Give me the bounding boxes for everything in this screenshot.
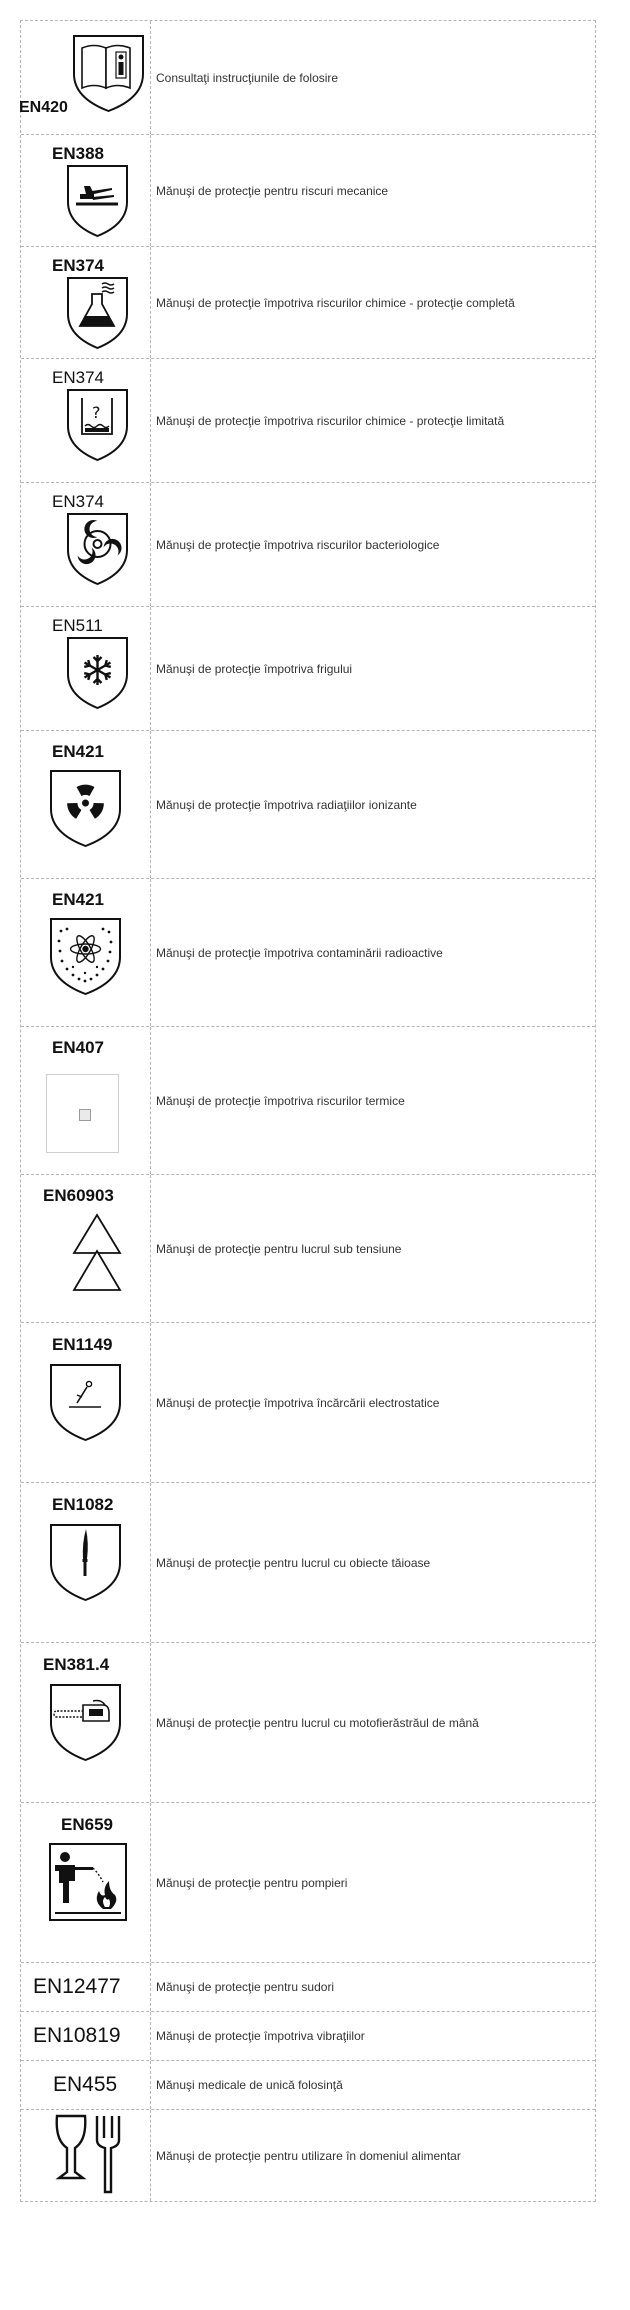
standard-code: EN60903 (43, 1186, 114, 1205)
standard-description: Mănuşi de protecţie pentru riscuri mecanice (156, 183, 389, 198)
standard-code: EN511 (52, 616, 103, 635)
standard-description: Mănuşi de protecţie împotriva frigului (156, 661, 353, 676)
food-contact-icon (53, 2114, 131, 2198)
table-row (21, 879, 595, 1027)
standard-description: Mănuşi medicale de unică folosinţă (156, 2078, 343, 2092)
icon-cell (21, 359, 151, 482)
standard-description: Mănuşi de protecţie pentru utilizare în domeniul alimentar (156, 2148, 461, 2163)
broken-image-icon (46, 1074, 119, 1153)
table-row (21, 731, 595, 879)
info-book-icon (72, 34, 145, 113)
table-row (21, 1803, 595, 1963)
standard-code: EN374 (52, 256, 104, 275)
icon-cell (21, 1963, 151, 2011)
firefighter-icon (49, 1843, 127, 1921)
icon-cell (21, 2110, 151, 2201)
table-row (21, 21, 595, 135)
table-row (21, 359, 595, 483)
icon-cell (21, 607, 151, 730)
svg-text:?: ? (92, 403, 101, 422)
table-row (21, 607, 595, 731)
chemical-beaker-icon (66, 388, 129, 462)
standard-code: EN420 (19, 99, 68, 116)
standard-description: Mănuşi de protecţie împotriva riscurilor termice (156, 1093, 405, 1108)
table-row (21, 1175, 595, 1323)
standard-description: Mănuşi de protecţie împotriva încărcării electrostatice (156, 1395, 440, 1410)
standard-description: Mănuşi de protecţie pentru pompieri (156, 1875, 348, 1890)
chemical-flask-icon (66, 276, 129, 350)
knife-icon (49, 1523, 122, 1602)
table-row (21, 483, 595, 607)
standard-code: EN374 (52, 368, 104, 387)
snowflake-icon (66, 636, 129, 710)
icon-cell (21, 1483, 151, 1642)
standard-description: Mănuşi de protecţie pentru lucrul sub tensiune (156, 1241, 402, 1256)
standard-description: Mănuşi de protecţie împotriva vibraţiilor (156, 2029, 365, 2043)
standard-description: Mănuşi de protecţie pentru sudori (156, 1980, 335, 1994)
table-row (21, 135, 595, 247)
standard-description: Mănuşi de protecţie pentru lucrul cu motofierăstrăul de mână (156, 1715, 479, 1730)
icon-cell (21, 21, 151, 134)
standard-description: Mănuşi de protecţie împotriva riscurilor chimice - protecţie completă (156, 295, 515, 310)
icon-cell (21, 2012, 151, 2060)
standard-code: EN421 (52, 742, 104, 761)
standard-code: EN1082 (52, 1495, 114, 1514)
standard-description: Mănuşi de protecţie împotriva riscurilor chimice - protecţie limitată (156, 413, 505, 428)
icon-cell (21, 247, 151, 358)
icon-cell (21, 135, 151, 246)
standard-description: Mănuşi de protecţie împotriva radiaţiilor ionizante (156, 797, 417, 812)
table-row (21, 2061, 595, 2110)
table-row (21, 1483, 595, 1643)
standard-code: EN421 (52, 890, 104, 909)
icon-cell (21, 1027, 151, 1174)
icon-cell (21, 1323, 151, 1482)
icon-cell (21, 2061, 151, 2109)
table-row (21, 1963, 595, 2012)
standard-code: EN407 (52, 1038, 104, 1057)
table-row (21, 1643, 595, 1803)
biohazard-icon (66, 512, 129, 586)
icon-cell (21, 879, 151, 1026)
standard-code: EN374 (52, 492, 104, 511)
standard-code: EN12477 (33, 1975, 121, 1998)
standard-description: Mănuşi de protecţie pentru lucrul cu obiecte tăioase (156, 1555, 431, 1570)
table-row (21, 2110, 595, 2201)
standard-code: EN455 (53, 2073, 118, 2096)
icon-cell (21, 1803, 151, 1962)
standard-code: EN381.4 (43, 1655, 110, 1674)
icon-cell (21, 1175, 151, 1322)
table-row (21, 1027, 595, 1175)
icon-cell (21, 1643, 151, 1802)
radiation-icon (49, 769, 122, 848)
standard-description: Mănuşi de protecţie împotriva contaminării radioactive (156, 945, 443, 960)
standard-description: Consultaţi instrucţiunile de folosire (156, 70, 339, 85)
standard-code: EN1149 (52, 1335, 113, 1354)
standard-code: EN10819 (33, 2024, 121, 2047)
standards-table (20, 20, 596, 2202)
table-row (21, 2012, 595, 2061)
standard-code: EN659 (61, 1815, 113, 1834)
chainsaw-icon (49, 1683, 122, 1762)
icon-cell (21, 483, 151, 606)
mechanical-risk-icon (66, 164, 129, 238)
table-row (21, 1323, 595, 1483)
electrostatic-icon (49, 1363, 122, 1442)
radioactive-contamination-icon (49, 917, 122, 996)
standard-description: Mănuşi de protecţie împotriva riscurilor bacteriologice (156, 537, 440, 552)
double-triangle-icon (71, 1213, 123, 1293)
icon-cell (21, 731, 151, 878)
standard-code: EN388 (52, 144, 104, 163)
table-row (21, 247, 595, 359)
